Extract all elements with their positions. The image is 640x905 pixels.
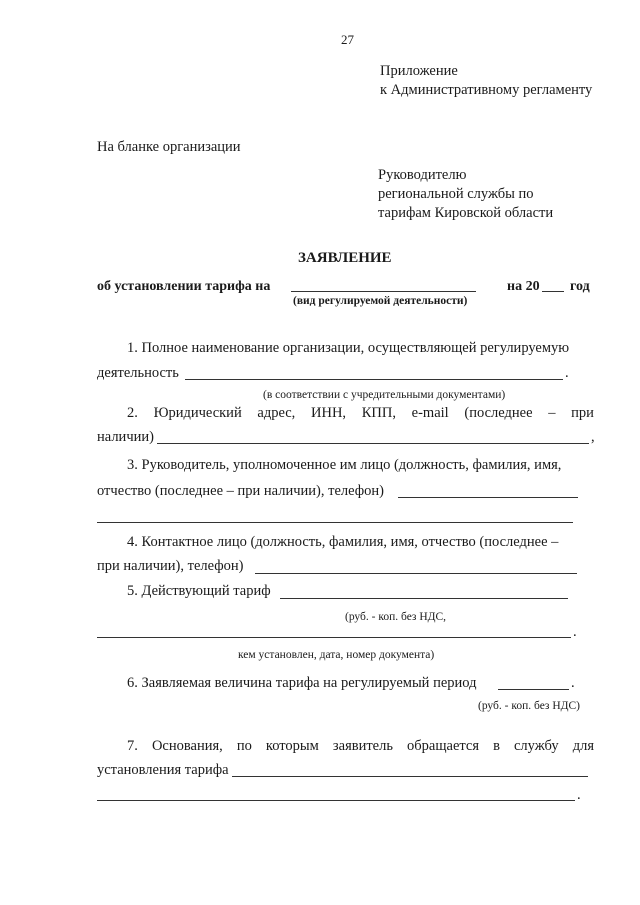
item-5-end: . xyxy=(573,624,577,640)
addressee-line-3: тарифам Кировской области xyxy=(378,205,554,221)
item-3-line-2: отчество (последнее – при наличии), телефон) xyxy=(97,483,384,499)
item-6-line-1: 6. Заявляемая величина тарифа на регулируемый период xyxy=(127,675,477,691)
item-5-line-1: 5. Действующий тариф xyxy=(127,583,271,599)
year-line[interactable] xyxy=(542,291,564,292)
item-1-line-2: деятельность xyxy=(97,365,179,381)
item-2-line-1 xyxy=(127,406,594,421)
item-7-word: по xyxy=(236,738,252,754)
document-title: ЗАЯВЛЕНИЕ xyxy=(298,250,392,266)
appendix-line-1: Приложение xyxy=(380,63,458,79)
activity-type-line[interactable] xyxy=(291,291,476,292)
subtitle-prefix: об установлении тарифа на xyxy=(97,279,271,294)
item-2-word: адрес, xyxy=(257,405,296,421)
item-2-word: при xyxy=(571,405,594,421)
item-7-word: службу xyxy=(514,738,559,754)
subtitle-year-suffix: год xyxy=(570,279,590,294)
subtitle-year-prefix: на 20 xyxy=(507,279,540,294)
addressee-line-2: региональной службы по xyxy=(378,186,534,202)
item-1-fill-line[interactable] xyxy=(185,379,563,380)
item-7-word: в xyxy=(493,738,500,754)
item-7-fill-line-1[interactable] xyxy=(232,776,588,777)
item-7-word: которым xyxy=(265,738,319,754)
item-2-line-2: наличии) xyxy=(97,429,154,445)
item-1-end: . xyxy=(565,365,569,381)
addressee-line-1: Руководителю xyxy=(378,167,467,183)
item-3-line-1: 3. Руководитель, уполномоченное им лицо (должность, фамилия, имя, xyxy=(127,457,562,473)
item-2-word: КПП, xyxy=(361,405,396,421)
item-2-end: , xyxy=(591,429,595,445)
item-7-line-1 xyxy=(127,739,594,754)
activity-hint: (вид регулируемой деятельности) xyxy=(293,295,468,307)
item-3-fill-line-1[interactable] xyxy=(398,497,578,498)
item-7-word: обращается xyxy=(407,738,480,754)
item-4-line-2: при наличии), телефон) xyxy=(97,558,244,574)
item-4-fill-line[interactable] xyxy=(255,573,577,574)
item-5-fill-line-2[interactable] xyxy=(97,637,571,638)
item-7-line-2: установления тарифа xyxy=(97,762,229,778)
item-2-word: e-mail xyxy=(411,405,449,421)
item-7-word: для xyxy=(572,738,594,754)
item-6-hint: (руб. - коп. без НДС) xyxy=(478,700,581,712)
item-5-fill-line-1[interactable] xyxy=(280,598,568,599)
item-7-word: Основания, xyxy=(151,738,223,754)
item-6-fill-line[interactable] xyxy=(498,689,569,690)
item-2-word: Юридический xyxy=(153,405,242,421)
item-5-hint-1: (руб. - коп. без НДС, xyxy=(345,611,447,623)
item-2-fill-line[interactable] xyxy=(157,443,589,444)
item-2-word: (последнее xyxy=(464,405,533,421)
item-1-line-1: 1. Полное наименование организации, осуществляющей регулируемую xyxy=(127,340,570,356)
item-2-word: ИНН, xyxy=(311,405,347,421)
item-1-hint: (в соответствии с учредительными документами) xyxy=(263,389,506,401)
item-5-hint-2: кем установлен, дата, номер документа) xyxy=(238,649,435,661)
item-6-end: . xyxy=(571,675,575,691)
letterhead-note: На бланке организации xyxy=(97,139,241,155)
item-2-word: – xyxy=(548,405,556,421)
item-4-line-1: 4. Контактное лицо (должность, фамилия, имя, отчество (последнее – xyxy=(127,534,559,550)
item-7-word: 7. xyxy=(127,738,138,754)
item-7-end: . xyxy=(577,787,581,803)
item-3-fill-line-2[interactable] xyxy=(97,522,573,523)
item-7-word: заявитель xyxy=(332,738,393,754)
item-2-word: 2. xyxy=(127,405,138,421)
page-number: 27 xyxy=(341,32,354,47)
appendix-line-2: к Административному регламенту xyxy=(380,82,593,98)
item-7-fill-line-2[interactable] xyxy=(97,800,575,801)
